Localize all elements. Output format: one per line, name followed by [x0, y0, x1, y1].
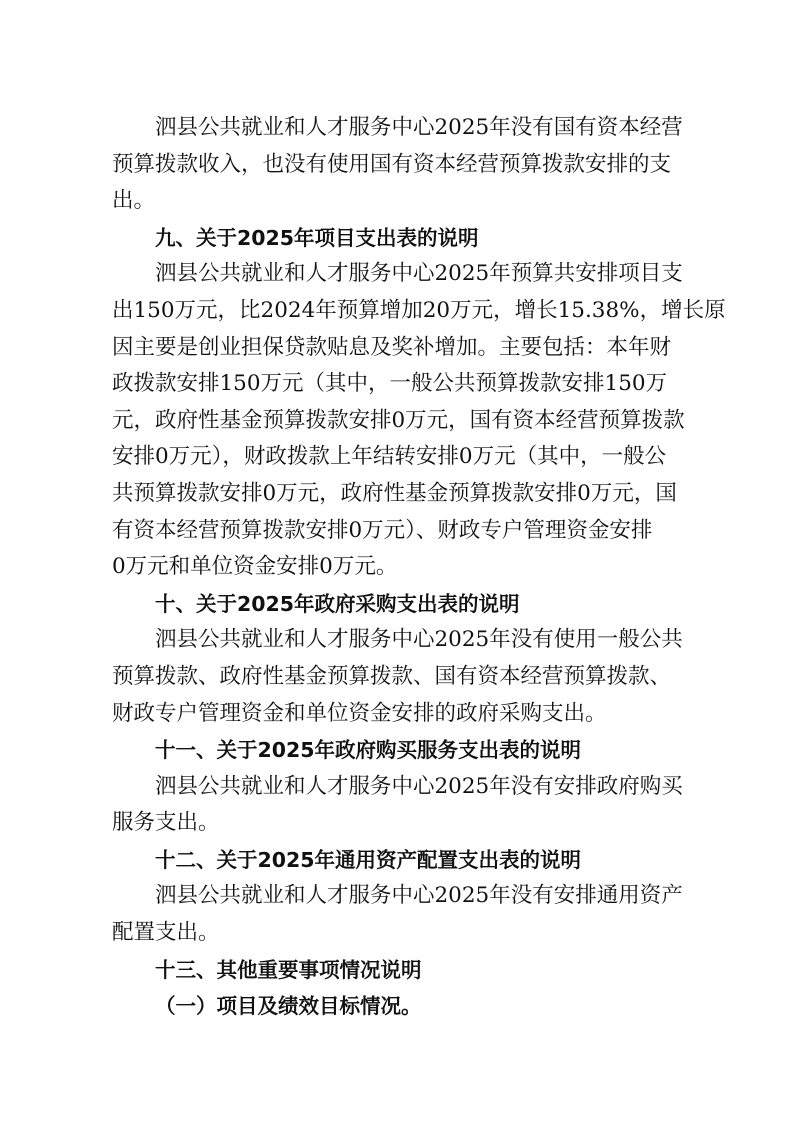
subsection-heading: （一）项目及绩效目标情况。 — [155, 994, 422, 1019]
section-heading-11: 十一、关于2025年政府购买服务支出表的说明 — [155, 738, 582, 763]
paragraph-line: 泗县公共就业和人才服务中心2025年没有安排通用资产 — [155, 883, 683, 909]
paragraph-line: 出。 — [112, 188, 156, 214]
paragraph-line: 出150万元，比2024年预算增加20万元，增长15.38%，增长原 — [112, 297, 726, 323]
paragraph-line: 服务支出。 — [112, 810, 220, 836]
paragraph-line: 配置支出。 — [112, 920, 220, 946]
section-heading-10: 十、关于2025年政府采购支出表的说明 — [155, 591, 520, 616]
paragraph-line: 泗县公共就业和人才服务中心2025年没有使用一般公共 — [155, 627, 683, 653]
paragraph-line: 元，政府性基金预算拨款安排0万元，国有资本经营预算拨款 — [112, 407, 685, 433]
section-heading-13: 十三、其他重要事项情况说明 — [155, 957, 422, 982]
paragraph-line: 泗县公共就业和人才服务中心2025年预算共安排项目支 — [155, 261, 683, 287]
paragraph-line: 0万元和单位资金安排0万元。 — [112, 554, 398, 580]
paragraph-line: 共预算拨款安排0万元，政府性基金预算拨款安排0万元，国 — [112, 480, 677, 506]
paragraph-line: 泗县公共就业和人才服务中心2025年没有国有资本经营 — [155, 115, 683, 140]
paragraph-line: 因主要是创业担保贷款贴息及奖补增加。主要包括：本年财 — [112, 334, 672, 360]
paragraph-line: 安排0万元），财政拨款上年结转安排0万元（其中，一般公 — [112, 444, 667, 470]
paragraph-line: 泗县公共就业和人才服务中心2025年没有安排政府购买 — [155, 773, 683, 799]
section-heading-12: 十二、关于2025年通用资产配置支出表的说明 — [155, 847, 582, 872]
paragraph-line: 政拨款安排150万元（其中，一般公共预算拨款安排150万 — [112, 371, 668, 397]
paragraph-line: 有资本经营预算拨款安排0万元）、财政专户管理资金安排 — [112, 517, 653, 543]
paragraph-line: 预算拨款收入，也没有使用国有资本经营预算拨款安排的支 — [112, 151, 672, 177]
paragraph-line: 财政专户管理资金和单位资金安排的政府采购支出。 — [112, 700, 607, 726]
section-heading-9: 九、关于2025年项目支出表的说明 — [155, 225, 479, 250]
paragraph-line: 预算拨款、政府性基金预算拨款、国有资本经营预算拨款、 — [112, 663, 672, 689]
